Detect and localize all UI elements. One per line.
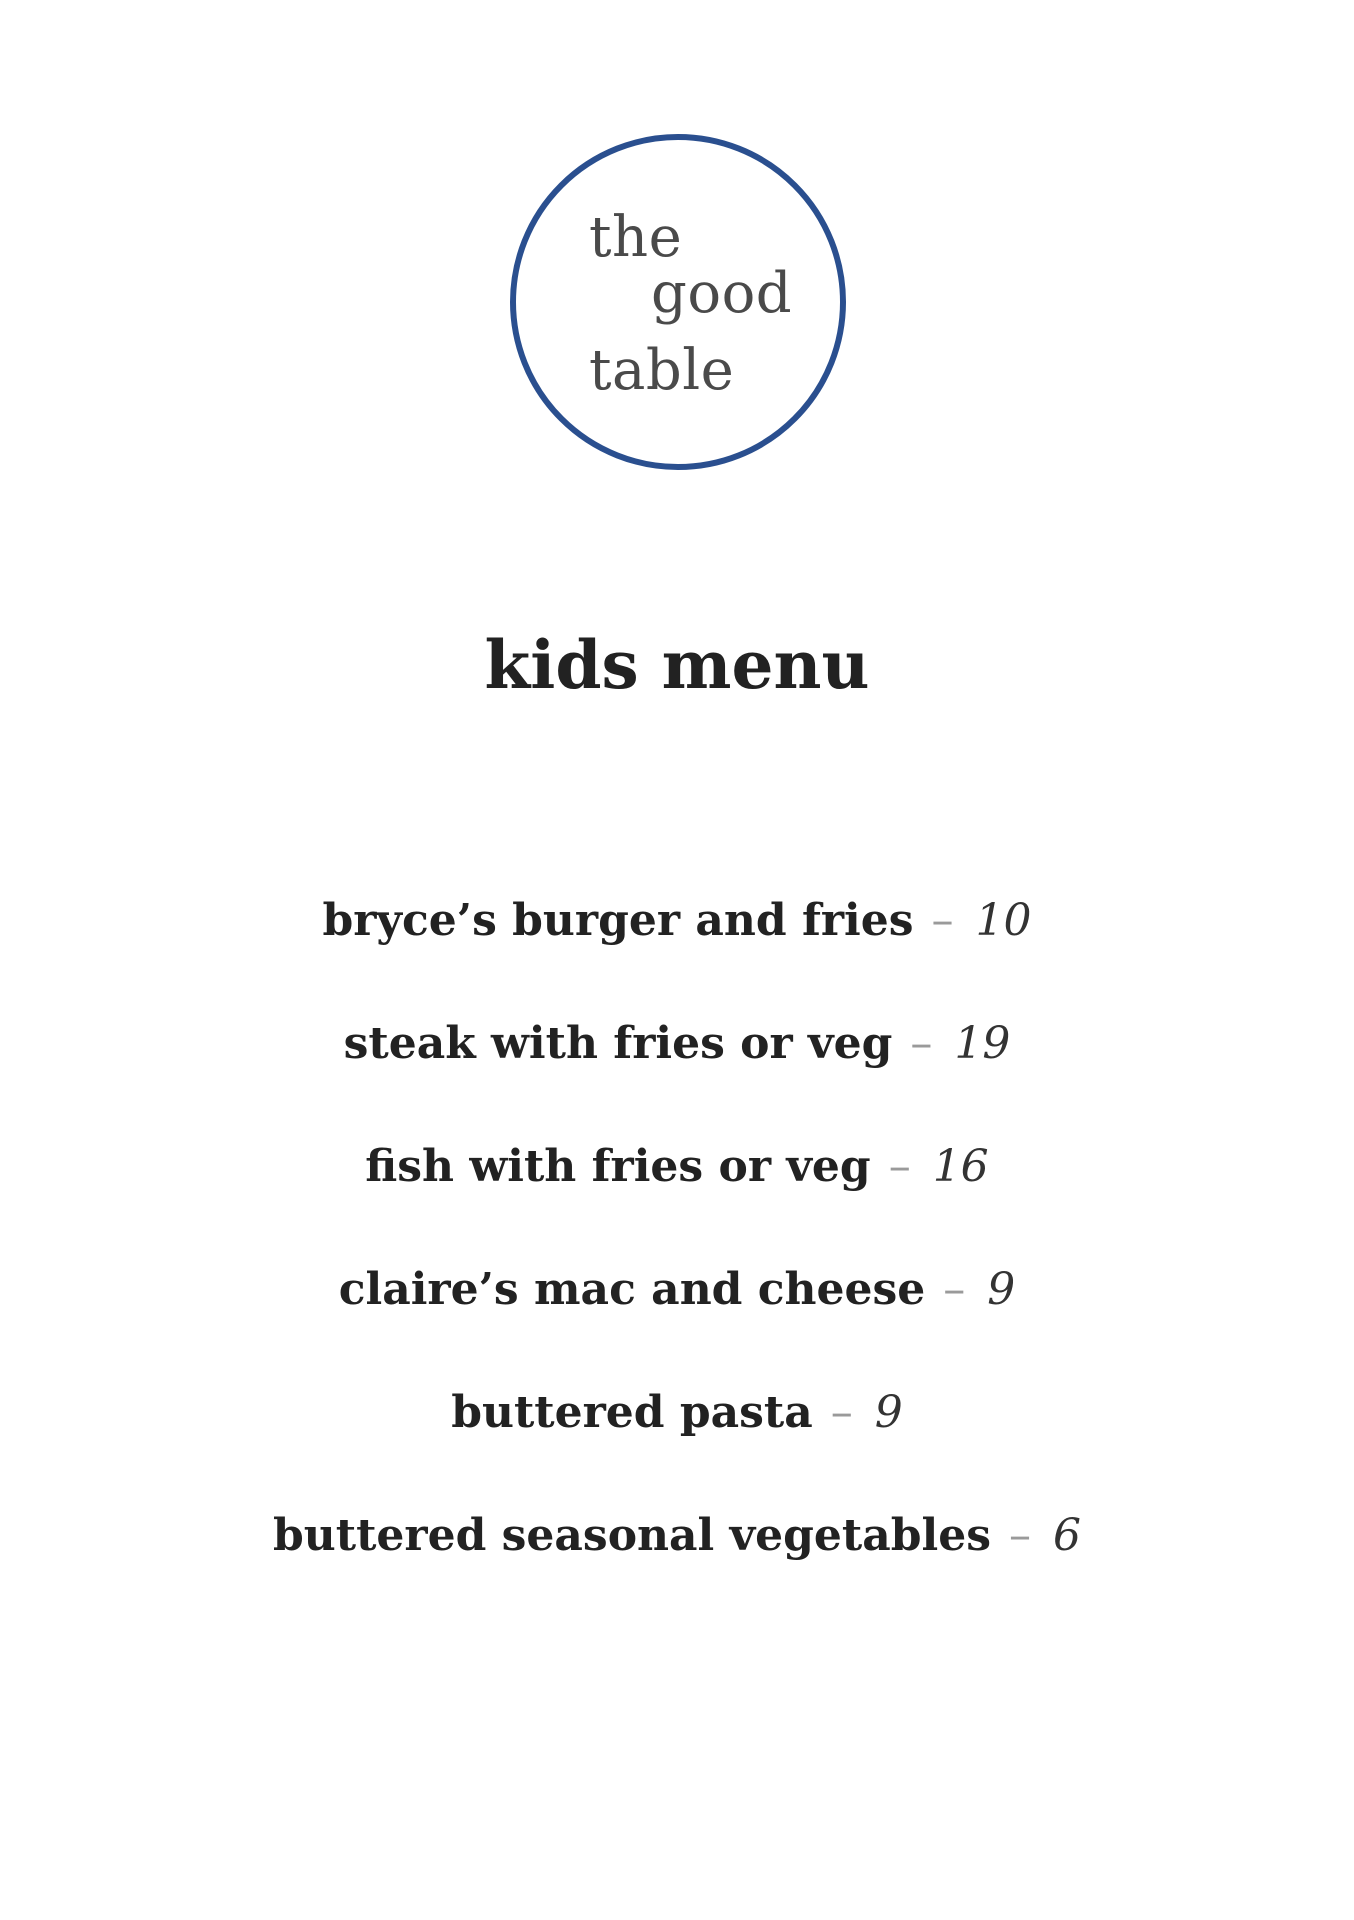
menu-item-separator: – [1009,1510,1031,1561]
menu-item-name: buttered pasta [451,1387,813,1438]
menu-item-separator: – [931,895,954,946]
menu-item-separator: – [830,1387,853,1438]
menu-list [0,893,1354,1631]
menu-item-price: 16 [932,1141,989,1192]
restaurant-logo [510,134,846,470]
menu-item [0,1262,1354,1385]
menu-item-name: steak with fries or veg [343,1018,893,1069]
menu-item [0,1016,1354,1139]
menu-item-price: 10 [975,895,1032,946]
logo-word-table: table [589,338,735,403]
logo-word-the: the [589,205,683,270]
menu-item-separator: – [888,1141,911,1192]
menu-item [0,893,1354,1016]
menu-item-price: 9 [987,1264,1016,1315]
menu-item-separator: – [943,1264,966,1315]
menu-item-name: claire’s mac and cheese [338,1264,926,1315]
menu-item [0,1139,1354,1262]
menu-item-price: 6 [1053,1510,1081,1561]
menu-item-name: fish with fries or veg [365,1141,871,1192]
menu-item [0,1385,1354,1508]
menu-item-price: 19 [954,1018,1011,1069]
menu-item-name: bryce’s burger and fries [322,895,914,946]
logo-word-good: good [651,261,793,326]
menu-item-separator: – [910,1018,933,1069]
menu-item-price: 9 [874,1387,903,1438]
menu-title: kids menu [484,626,870,704]
menu-item-name: buttered seasonal vegetables [273,1510,991,1561]
menu-item [0,1508,1354,1631]
